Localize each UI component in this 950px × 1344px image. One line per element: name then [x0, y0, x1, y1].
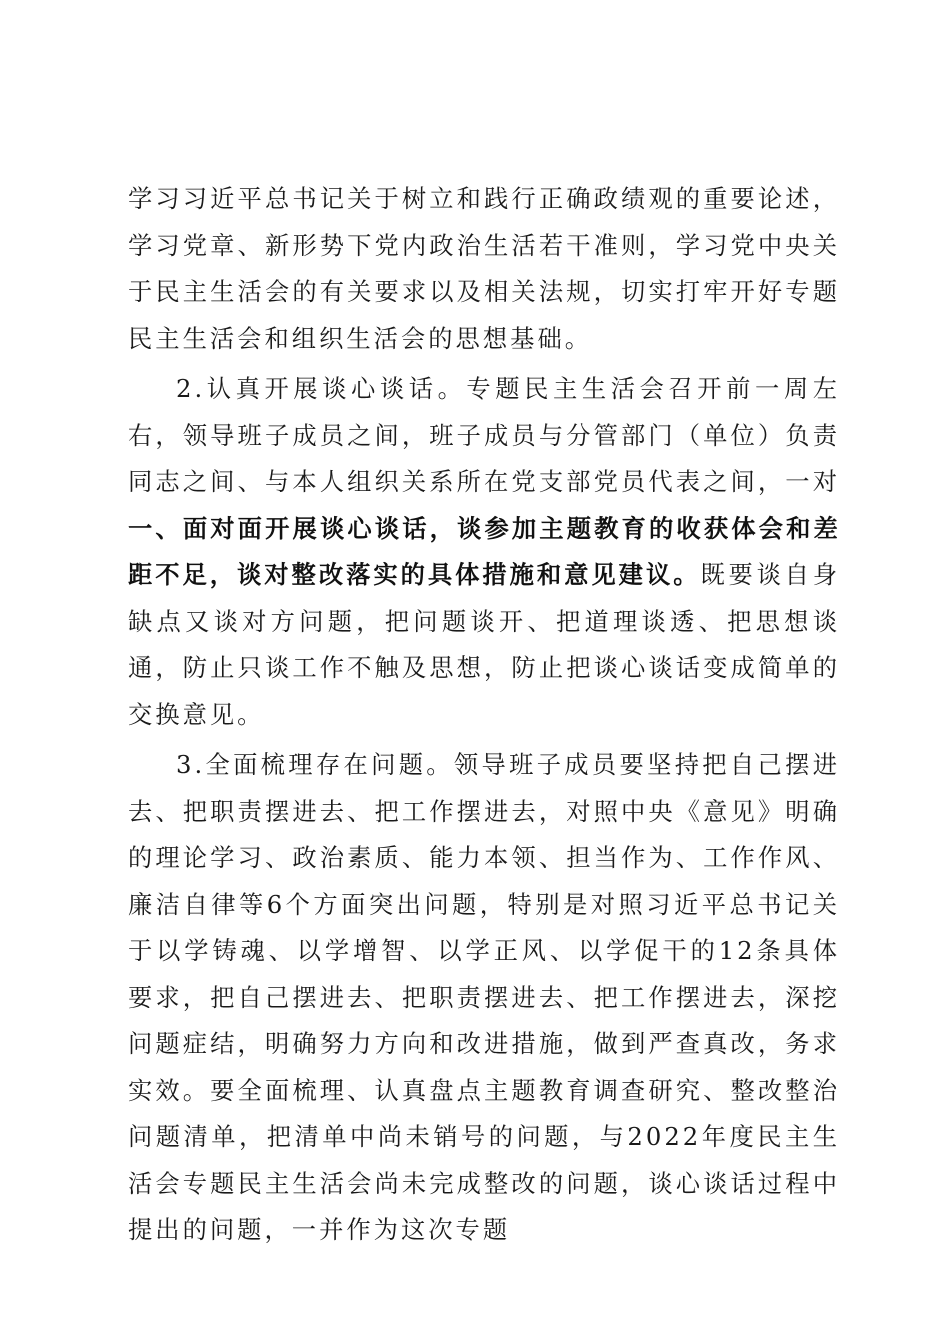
paragraph-text: 学习习近平总书记关于树立和践行正确政绩观的重要论述，学习党章、新形势下党内政治生活若干准则，学习党中央关于民主生活会的有关要求以及相关法规，切实打牢开好专题民主生活会和组织生活会的思想基础。 [128, 184, 840, 353]
paragraph-text: 既要谈自身缺点又谈对方问题，把问题谈开、把道理谈透、把思想谈通，防止只谈工作不触及思想，防止把谈心谈话变成简单的交换意见。 [128, 560, 841, 729]
document-body [128, 176, 840, 1258]
paragraph-heart-to-heart-talks [128, 366, 840, 738]
paragraph-study-requirements [128, 176, 840, 362]
paragraph-text: 2.认真开展谈心谈话。专题民主生活会召开前一周左右，领导班子成员之间，班子成员与分管部门（单位）负责同志之间、与本人组织关系所在党支部党员代表之间，一对 [128, 374, 840, 496]
paragraph-review-problems [128, 742, 840, 1254]
paragraph-bold-emphasis: 一、面对面开展谈心谈话，谈参加主题教育的收获体会和差距不足，谈对整改落实的具体措施和意见建议。 [128, 513, 840, 589]
paragraph-text: 3.全面梳理存在问题。领导班子成员要坚持把自己摆进去、把职责摆进去、把工作摆进去，对照中央《意见》明确的理论学习、政治素质、能力本领、担当作为、工作作风、廉洁自律等6个方面突出问题，特别是对照习近平总书记关于以学铸魂、以学增智、以学正风、以学促干的12条具体要求，把自己摆进去、把职责摆进去、把工作摆进去，深挖问题症结，明确努力方向和改进措施，做到严查真改，务求实效。要全面梳理、认真盘点主题教育调查研究、整改整治问题清单，把清单中尚未销号的问题，与2022年度民主生活会专题民主生活会尚未完成整改的问题，谈心谈话过程中提出的问题，一并作为这次专题 [128, 750, 840, 1244]
